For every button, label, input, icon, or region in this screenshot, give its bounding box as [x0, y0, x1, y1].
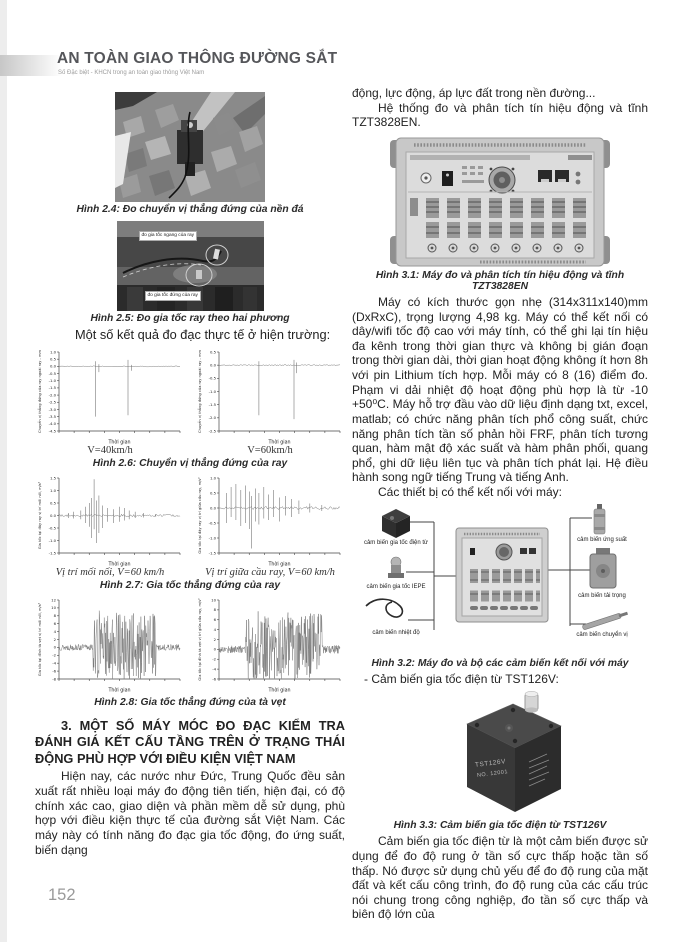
- svg-text:Thời gian: Thời gian: [108, 440, 131, 446]
- svg-text:Thời gian: Thời gian: [268, 562, 291, 568]
- rail-label-horizontal: đo gia tốc ngang của ray: [139, 231, 198, 241]
- svg-text:1.0: 1.0: [49, 348, 56, 354]
- figure-2-6-caption: Hình 2.6: Chuyển vị thẳng đứng của ray: [92, 457, 288, 469]
- svg-text:2: 2: [53, 636, 56, 642]
- figure-2-5: [35, 221, 345, 324]
- figure-2-4: [35, 92, 345, 215]
- svg-text:12: 12: [51, 596, 56, 602]
- svg-text:0.5: 0.5: [49, 499, 56, 505]
- chart-label-midspan: Vị trí giữa cầu ray, V=60 km/h: [205, 566, 335, 578]
- svg-text:Chuyển vị thẳng đứng của ray n: Chuyển vị thẳng đứng của ray ngoài ray - mm: [198, 349, 202, 433]
- chart-rail-accel-midspan: [195, 473, 345, 569]
- svg-text:0.5: 0.5: [209, 489, 216, 495]
- svg-text:-2.5: -2.5: [208, 427, 216, 433]
- svg-text:0.0: 0.0: [49, 512, 56, 518]
- svg-text:1.0: 1.0: [49, 487, 56, 493]
- svg-text:Gia tốc tại đáy ray vị trí mối: Gia tốc tại đáy ray vị trí mối nối, m/s²: [38, 481, 42, 549]
- svg-text:Gia tốc tại đỉnh tà vẹt vị trí: Gia tốc tại đỉnh tà vẹt vị trí giữa cầu ray, m/s²: [198, 598, 202, 681]
- svg-text:1.5: 1.5: [49, 474, 56, 480]
- svg-text:Gia tốc tại đáy ray vị trí giữ: Gia tốc tại đáy ray vị trí giữa cầu ray, m/s²: [198, 477, 202, 554]
- rail-photo: [117, 221, 264, 311]
- svg-text:-2.0: -2.0: [48, 392, 56, 398]
- journal-title: AN TOÀN GIAO THÔNG ĐƯỜNG SẮT: [57, 50, 338, 67]
- sensor-label-electromagnetic: cảm biến gia tốc điện từ: [363, 539, 429, 546]
- paragraph-continuation: động, lực động, áp lực đất trong nền đường...: [352, 86, 596, 100]
- chart-rail-accel-joint: [35, 473, 185, 569]
- cube-sensor-art: [425, 688, 575, 818]
- svg-text:8: 8: [53, 612, 56, 618]
- svg-text:0.5: 0.5: [209, 348, 216, 354]
- svg-text:-1.5: -1.5: [208, 401, 216, 407]
- sensor-label-iepe: cảm biến gia tốc IEPE: [366, 583, 426, 590]
- page-number: 152: [48, 886, 76, 904]
- svg-text:-2.0: -2.0: [208, 414, 216, 420]
- right-column: [352, 86, 648, 922]
- svg-text:-1.5: -1.5: [48, 384, 56, 390]
- figure-2-4-caption: Hình 2.4: Đo chuyển vị thẳng đứng của nền đá: [76, 204, 304, 215]
- figure-3-1-caption: Hình 3.1: Máy đo và phân tích tín hiệu động và tĩnh TZT3828EN: [375, 269, 625, 292]
- svg-text:1.0: 1.0: [209, 474, 216, 480]
- svg-text:-0.5: -0.5: [208, 375, 216, 381]
- cube-sensor-photo: [425, 688, 575, 818]
- svg-text:10: 10: [211, 596, 216, 602]
- connect-devices-line: Các thiết bị có thể kết nối với máy:: [378, 485, 562, 499]
- svg-text:Thời gian: Thời gian: [268, 440, 291, 446]
- device-specs-paragraph: Máy có kích thước gọn nhẹ (314x311x140)mm (DxRxC), trọng lượng 4,98 kg. Máy có thể kết nối có dây/wifi tốc độ cao với máy tính, có thể ghi lại tín hiệu đa kênh trong thời gian thực và không bị gián đoạn trong thời gian dài, thời gian hoạt động không ít hơn 8h với pin Lithium tích hợp. Mỗi máy có 8 (16) điểm đo. Phạm vi dải nhiệt độ hoạt động phù hợp là từ -10 +50⁰C. Máy hỗ trợ đầu vào dữ liệu định dạng txt, excel, matlab; có chức năng phân tích phổ công suất, chức năng phân tích tần số phản hồi FRF, phân tích tương quan, hàm mật độ xác suất và hàm phân phối, quang phổ, ghi dữ liệu liên tục và phân tích phát lại. Hệ điều hành song ngữ tiếng Trung và tiếng Anh.: [352, 294, 648, 485]
- chart-sleeper-accel-right: [195, 595, 345, 695]
- svg-text:0.0: 0.0: [49, 363, 56, 369]
- figure-3-3-caption: Hình 3.3: Cảm biến gia tốc điện từ TST126V: [393, 820, 607, 832]
- svg-text:0.0: 0.0: [209, 362, 216, 368]
- sensor-label-temperature: cảm biến nhiệt độ: [372, 629, 420, 636]
- svg-text:-0.5: -0.5: [48, 524, 56, 530]
- figure-3-2: [352, 504, 648, 669]
- svg-text:-2: -2: [212, 656, 216, 662]
- svg-text:8: 8: [213, 606, 216, 612]
- figure-2-7: [35, 473, 345, 591]
- svg-text:-4: -4: [212, 666, 216, 672]
- svg-text:0: 0: [53, 644, 56, 650]
- chart-sleeper-accel-left: [35, 595, 185, 695]
- svg-text:0.0: 0.0: [209, 504, 216, 510]
- rock-bed-photo: [115, 92, 265, 202]
- svg-text:-4: -4: [52, 660, 56, 666]
- svg-text:-1.0: -1.0: [208, 534, 216, 540]
- svg-text:-4.0: -4.0: [48, 420, 56, 426]
- svg-text:-1.0: -1.0: [48, 377, 56, 383]
- figure-2-8: [35, 595, 345, 708]
- chart-speed-label-v40: V=40km/h: [87, 444, 133, 456]
- svg-text:-1.5: -1.5: [48, 549, 56, 555]
- svg-text:10: 10: [51, 604, 56, 610]
- svg-text:-8: -8: [52, 675, 56, 681]
- svg-text:2: 2: [213, 636, 216, 642]
- svg-text:Thời gian: Thời gian: [108, 562, 131, 568]
- sensor-bullet-line: - Cảm biến gia tốc điện từ TST126V:: [364, 671, 559, 686]
- sensor-label-stress: cảm biến ứng suất: [577, 536, 627, 543]
- figure-3-3: [352, 688, 648, 831]
- svg-text:Gia tốc tại đỉnh tà vẹt vị trí: Gia tốc tại đỉnh tà vẹt vị trí mối nối, m/s²: [38, 602, 42, 676]
- svg-text:-1.5: -1.5: [208, 549, 216, 555]
- cube-sensor-model-label: TST126V: [474, 758, 507, 770]
- chart-speed-label-v60: V=60km/h: [247, 444, 293, 456]
- section-3-heading: 3. MỘT SỐ MÁY MÓC ĐO ĐẠC KIỂM TRA ĐÁNH GIÁ KẾT CẤU TẦNG TRÊN Ở TRẠNG THÁI ĐỘNG PHÙ HỢP VỚI ĐIỀU KIỆN VIỆT NAM: [35, 717, 345, 766]
- figure-2-8-caption: Hình 2.8: Gia tốc thẳng đứng của tà vẹt: [94, 696, 286, 708]
- svg-text:6: 6: [53, 620, 56, 626]
- figure-2-5-caption: Hình 2.5: Đo gia tốc ray theo hai phương: [90, 313, 290, 324]
- svg-text:Chuyển vị thẳng đứng của ray n: Chuyển vị thẳng đứng của ray ngoài ray - mm: [38, 349, 42, 433]
- rock-bed-photo-art: [115, 92, 265, 202]
- chart-label-joint: Vị trí mối nối, V=60 km/h: [55, 566, 165, 578]
- svg-text:-1.0: -1.0: [48, 537, 56, 543]
- analyzer-device-art: [380, 136, 620, 268]
- svg-text:-6: -6: [52, 668, 56, 674]
- svg-text:4: 4: [53, 628, 56, 634]
- sensor-label-displacement: cảm biến chuyển vị: [576, 631, 628, 638]
- sensor-description-paragraph: Cảm biến gia tốc điện từ là một cảm biến được sử dụng để đo độ rung ở tần số cực thấp hoặc tần số thấp. Nó được sử dụng chủ yếu để đo độ rung của mặt đất và kết cấu công trình, đo độ rung của các cấu trúc nói chung trong công nghiệp, đo tần số cực thấp và biên độ lớn của: [352, 834, 648, 922]
- svg-text:Thời gian: Thời gian: [268, 688, 291, 694]
- svg-text:-3.5: -3.5: [48, 413, 56, 419]
- chart-displacement-v60: [195, 347, 345, 447]
- svg-text:-0.5: -0.5: [48, 370, 56, 376]
- svg-text:6: 6: [213, 616, 216, 622]
- left-column: [35, 86, 345, 857]
- sensor-connection-diagram: [352, 504, 648, 656]
- svg-text:-4.5: -4.5: [48, 427, 56, 433]
- svg-text:4: 4: [213, 626, 216, 632]
- svg-text:-0.5: -0.5: [208, 519, 216, 525]
- rail-label-vertical: đo gia tốc đứng của ray: [145, 291, 201, 301]
- cube-sensor-serial-label: NO. 12001: [476, 769, 509, 780]
- figure-2-7-caption: Hình 2.7: Gia tốc thẳng đứng của ray: [99, 579, 281, 591]
- header-gradient-bar: [0, 55, 62, 76]
- svg-text:-2: -2: [52, 652, 56, 658]
- paragraph-system-intro: Hệ thống đo và phân tích tín hiệu động và tĩnh TZT3828EN.: [352, 100, 648, 130]
- page-edge: [0, 0, 7, 942]
- svg-text:-3.0: -3.0: [48, 406, 56, 412]
- results-intro: Một số kết quả đo đạc thực tế ở hiện trường:: [75, 327, 331, 342]
- svg-text:-2.5: -2.5: [48, 399, 56, 405]
- svg-text:-1.0: -1.0: [208, 388, 216, 394]
- sensor-label-load: cảm biến tải trọng: [578, 592, 626, 599]
- chart-displacement-v40: [35, 347, 185, 447]
- svg-text:0.5: 0.5: [49, 356, 56, 362]
- figure-3-1: [352, 136, 648, 292]
- svg-text:0: 0: [213, 646, 216, 652]
- journal-subtitle: Số Đặc biệt - KHCN trong an toàn giao thông Việt Nam: [58, 70, 205, 76]
- figure-3-2-caption: Hình 3.2: Máy đo và bộ các cảm biến kết nối với máy: [371, 657, 629, 669]
- svg-text:Thời gian: Thời gian: [108, 688, 131, 694]
- figure-2-6: [35, 347, 345, 469]
- svg-text:-6: -6: [212, 675, 216, 681]
- section-3-paragraph: Hiện nay, các nước như Đức, Trung Quốc đều sản xuất rất nhiều loại máy đo động tiên tiến, hiện đại, có độ chính xác cao, giao diện và phần mềm dễ sử dụng, phù hợp với điều kiện thực tế của đường sắt Việt Nam. Các máy này có tính năng đo đạc gia tốc động, đo ứng suất, biến dạng: [35, 769, 345, 857]
